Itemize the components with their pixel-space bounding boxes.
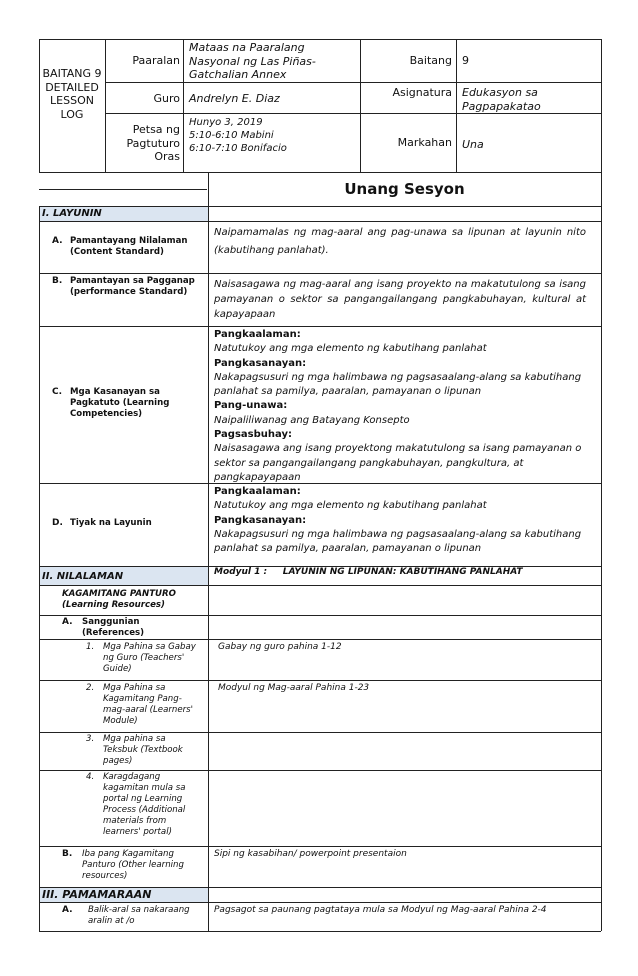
textbook-pages-label: Mga pahina sa Teksbuk (Textbook pages) bbox=[103, 734, 183, 766]
pagsasabuhay-text: Naisasagawa ang isang proyektong makatutulong sa isang pamayanan o sektor sa pangangailangang pangkabuhayan, pangkultura, at pangkapayapaan bbox=[214, 443, 582, 483]
pagsasabuhay-heading: Pagsasbuhay: bbox=[214, 429, 292, 441]
label-sanggunian-marker: A. bbox=[62, 617, 73, 627]
tiyak-na-layunin-label: Tiyak na Layunin bbox=[70, 518, 152, 528]
pangkaalaman-text: Natutukoy ang mga elemento ng kabutihang panlahat bbox=[214, 343, 487, 355]
d-pangkaalaman-heading: Pangkaalaman: bbox=[214, 486, 301, 497]
pamantayan-sa-pagganap-label: Pamantayan sa Pagganap (performance Standard) bbox=[70, 276, 195, 297]
petsa-date: Hunyo 3, 2019 bbox=[189, 117, 263, 128]
teachers-guide-value: Gabay ng guro pahina 1-12 bbox=[218, 642, 342, 652]
log-title: BAITANG 9 DETAILED LESSON LOG bbox=[42, 67, 102, 121]
pang-unawa-heading: Pang-unawa: bbox=[214, 400, 288, 412]
pangkasanayan-heading: Pangkasanayan: bbox=[214, 357, 307, 369]
paaralan-value: Mataas na Paaralang Nasyonal ng Las Piñas- Gatchalian Annex bbox=[189, 41, 316, 81]
label-d-marker: D. bbox=[52, 518, 63, 528]
learners-module-label: Mga Pahina sa Kagamitang Pang-mag-aaral (Learners' Module) bbox=[103, 683, 193, 726]
d-pangkasanayan-heading: Pangkasanayan: bbox=[214, 514, 307, 526]
other-resources-value: Sipi ng kasabihan/ powerpoint presentaion bbox=[214, 849, 407, 859]
ref-3-marker: 3. bbox=[86, 734, 95, 744]
ref-4-marker: 4. bbox=[86, 772, 95, 782]
pang-unawa-text: Naipaliliwanag ang Batayang Konsepto bbox=[214, 414, 410, 426]
petsa-time-2: 6:10-7:10 Bonifacio bbox=[189, 143, 287, 154]
ref-1-marker: 1. bbox=[86, 642, 95, 652]
modyul-title: Modyul 1 : LAYUNIN NG LIPUNAN: KABUTIHANG PANLAHAT bbox=[214, 567, 523, 577]
paaralan-label: Paaralan bbox=[132, 54, 180, 67]
d-pangkasanayan-text: Nakapagsusuri ng mga halimbawa ng pagsasaalang-alang sa kabutihang panlahat sa pamilya, paaralan, pamayanan o lipunan bbox=[214, 528, 582, 555]
label-iba-pang-marker: B. bbox=[62, 849, 73, 859]
guro-label: Guro bbox=[153, 92, 180, 105]
asignatura-label: Asignatura bbox=[392, 86, 452, 99]
d-pangkaalaman-text: Natutukoy ang mga elemento ng kabutihang panlahat bbox=[214, 500, 487, 512]
learning-competencies-value bbox=[214, 328, 586, 485]
pamamaraan-heading: III. PAMAMARAAN bbox=[42, 888, 152, 901]
tiyak-na-layunin-value bbox=[214, 485, 586, 556]
balik-aral-value: Pagsagot sa paunang pagtataya mula sa Modyul ng Mag-aaral Pahina 2-4 bbox=[214, 905, 547, 915]
markahan-value: Una bbox=[462, 138, 484, 151]
learning-competencies-label: Mga Kasanayan sa Pagkatuto (Learning Competencies) bbox=[70, 387, 170, 419]
label-c-marker: C. bbox=[52, 387, 63, 397]
nilalaman-heading: II. NILALAMAN bbox=[42, 571, 124, 582]
baitang-value: 9 bbox=[462, 54, 469, 67]
pamantayan-sa-pagganap-value: Naisasagawa ng mag-aaral ang isang proyekto na makatutulong sa isang pamayanan o sektor sa pangangailangang pangkabuhayan, kultural at kapayapaan bbox=[214, 279, 586, 320]
label-a-marker: A. bbox=[52, 236, 63, 246]
pamantayang-nilalaman-label: Pamantayang Nilalaman (Content Standard) bbox=[70, 236, 188, 257]
session-title: Unang Sesyon bbox=[344, 180, 465, 198]
baitang-label: Baitang bbox=[409, 54, 452, 67]
layunin-heading: I. LAYUNIN bbox=[42, 208, 102, 219]
teachers-guide-label: Mga Pahina sa Gabay ng Guro (Teachers' Guide) bbox=[103, 642, 196, 674]
sanggunian-label: Sanggunian (References) bbox=[82, 617, 145, 638]
petsa-label: Petsa ng Pagtuturo Oras bbox=[126, 123, 180, 163]
pangkasanayan-text: Nakapagsusuri ng mga halimbawa ng pagsasaalang-alang sa kabutihang panlahat sa pamilya, paaralan, pamayanan o lipunan bbox=[214, 371, 582, 398]
additional-materials-label: Karagdagang kagamitan mula sa portal ng Learning Process (Additional materials from learners' portal) bbox=[103, 772, 186, 837]
balik-aral-label: Balik-aral sa nakaraang aralin at /o bbox=[88, 905, 190, 926]
asignatura-value: Edukasyon sa Pagpapakatao bbox=[462, 86, 541, 113]
kagamitang-panturo-label: KAGAMITANG PANTURO (Learning Resources) bbox=[62, 589, 176, 610]
ref-2-marker: 2. bbox=[86, 683, 95, 693]
learners-module-value: Modyul ng Mag-aaral Pahina 1-23 bbox=[218, 683, 370, 693]
label-balik-aral-marker: A. bbox=[62, 905, 73, 915]
label-b-marker: B. bbox=[52, 276, 63, 286]
markahan-label: Markahan bbox=[397, 136, 452, 149]
pangkaalaman-heading: Pangkaalaman: bbox=[214, 329, 301, 340]
guro-value: Andrelyn E. Diaz bbox=[189, 92, 280, 105]
pamantayang-nilalaman-value: Naipamamalas ng mag-aaral ang pag-unawa sa lipunan at layunin nito (kabutihang panlahat). bbox=[214, 227, 586, 256]
petsa-time-1: 5:10-6:10 Mabini bbox=[189, 130, 274, 141]
other-resources-label: Iba pang Kagamitang Panturo (Other learning resources) bbox=[82, 849, 184, 881]
